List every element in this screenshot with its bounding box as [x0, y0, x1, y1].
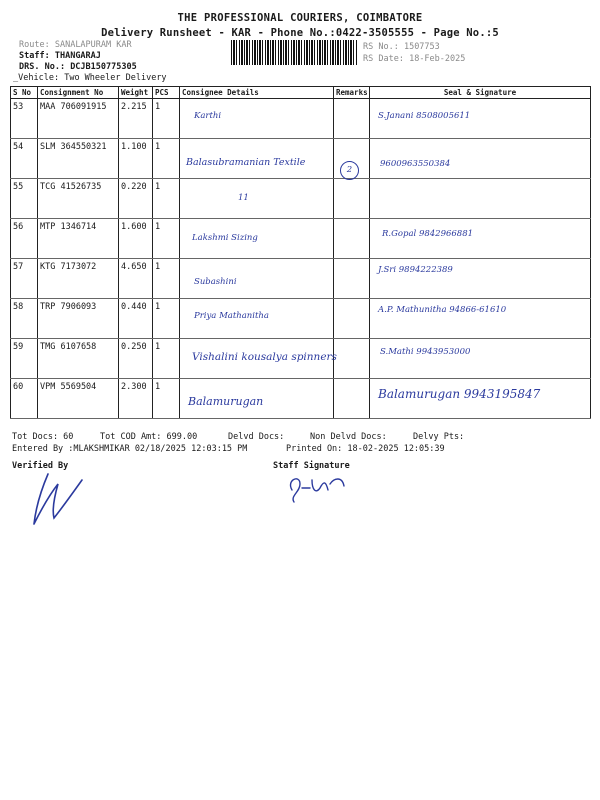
consignee-handwriting: 11: [238, 193, 249, 203]
weight-cell: 1.600: [119, 219, 153, 259]
seal-handwriting: R.Gopal 9842966881: [382, 229, 474, 239]
weight-cell: 0.250: [119, 339, 153, 379]
table-row: [11, 219, 591, 259]
remarks-cell: [334, 139, 370, 179]
consignee-cell: [180, 259, 334, 299]
column-header-sno: S No: [11, 87, 38, 99]
remarks-handwriting: 2: [340, 161, 359, 180]
route-label: Route:: [19, 40, 50, 50]
drs-line: [19, 62, 137, 72]
sno-cell: 55: [11, 179, 38, 219]
seal-cell: [370, 259, 591, 299]
pcs-cell: 1: [153, 379, 180, 419]
verified-by-label: Verified By: [12, 461, 69, 471]
tot-docs: Tot Docs: 60: [12, 432, 74, 442]
seal-handwriting: A.P. Mathunitha 94866-61610: [378, 305, 507, 315]
remarks-cell: [334, 379, 370, 419]
consignee-cell: [180, 339, 337, 379]
non-delvd-docs: Non Delvd Docs:: [310, 432, 387, 442]
sno-cell: 53: [11, 99, 38, 139]
verifier-signature: [28, 468, 98, 530]
column-header-consignment: Consignment No: [38, 87, 119, 99]
consignment-cell: TMG 6107658: [38, 339, 119, 379]
staff-label: Staff:: [19, 51, 50, 61]
consignee-handwriting: Lakshmi Sizing: [192, 233, 258, 243]
remarks-cell: [334, 259, 370, 299]
barcode: [231, 40, 358, 65]
consignment-cell: VPM 5569504: [38, 379, 119, 419]
remarks-cell: [334, 339, 370, 379]
column-header-pcs: PCS: [153, 87, 180, 99]
rs-date-value: 18-Feb-2025: [409, 54, 466, 64]
drs-label: DRS. No.:: [19, 62, 66, 72]
pcs-cell: 1: [153, 99, 180, 139]
sno-cell: 58: [11, 299, 38, 339]
pcs-cell: 1: [153, 139, 180, 179]
vehicle-label: Vehicle:: [18, 73, 60, 83]
consignee-cell: [180, 379, 334, 419]
remarks-cell: [334, 299, 370, 339]
sno-cell: 54: [11, 139, 38, 179]
seal-handwriting: S.Janani 8508005611: [378, 111, 471, 121]
consignee-cell: [180, 99, 334, 139]
table-header-row: [11, 87, 591, 99]
document-title: THE PROFESSIONAL COURIERS, COIMBATORE: [177, 12, 423, 24]
pcs-cell: 1: [153, 259, 180, 299]
consignee-handwriting: Karthi: [194, 111, 222, 121]
rs-no-label: RS No.:: [363, 42, 399, 52]
seal-cell: [370, 99, 591, 139]
rs-date-line: [363, 54, 465, 64]
seal-cell: [370, 139, 591, 179]
remarks-cell: [334, 99, 370, 139]
sno-cell: 56: [11, 219, 38, 259]
remarks-cell: [334, 219, 370, 259]
consignee-handwriting: Vishalini kousalya spinners: [192, 351, 337, 363]
weight-cell: 4.650: [119, 259, 153, 299]
seal-cell: [370, 219, 591, 259]
entered-by: Entered By :MLAKSHMIKAR 02/18/2025 12:03:15 PM: [12, 444, 248, 454]
weight-cell: 2.300: [119, 379, 153, 419]
column-header-weight: Weight: [119, 87, 153, 99]
weight-cell: 0.220: [119, 179, 153, 219]
consignee-cell: [180, 179, 334, 219]
rs-date-label: RS Date:: [363, 54, 404, 64]
table-row: [11, 139, 591, 179]
delvd-docs: Delvd Docs:: [228, 432, 285, 442]
seal-cell: [370, 299, 591, 339]
pcs-cell: 1: [153, 179, 180, 219]
consignment-cell: MTP 1346714: [38, 219, 119, 259]
runsheet-table: [10, 86, 591, 419]
staff-signature-label: Staff Signature: [273, 461, 350, 471]
column-header-remarks: Remarks: [334, 87, 370, 99]
vehicle-value: Two Wheeler Delivery: [64, 73, 167, 83]
column-header-seal: Seal & Signature: [370, 87, 591, 99]
sno-cell: 59: [11, 339, 38, 379]
consignment-cell: TRP 7906093: [38, 299, 119, 339]
staff-signature: [282, 470, 362, 510]
consignee-handwriting: Balasubramanian Textile: [186, 157, 306, 168]
consignee-cell: [180, 139, 334, 179]
seal-handwriting: 9600963550384: [380, 159, 451, 169]
delvy-pts: Delvy Pts:: [413, 432, 465, 442]
table-row: [11, 259, 591, 299]
consignment-cell: SLM 364550321: [38, 139, 119, 179]
pcs-cell: 1: [153, 299, 180, 339]
pcs-cell: 1: [153, 339, 180, 379]
staff-value: THANGARAJ: [54, 51, 101, 61]
seal-cell: [370, 179, 591, 219]
consignee-handwriting: Priya Mathanitha: [194, 311, 269, 321]
consignee-handwriting: Subashini: [194, 277, 237, 287]
sno-cell: 57: [11, 259, 38, 299]
rs-no-line: [363, 42, 440, 52]
table-row: [11, 299, 591, 339]
route-value: SANALAPURAM KAR: [54, 40, 132, 50]
table-row: [11, 179, 591, 219]
sno-cell: 60: [11, 379, 38, 419]
consignment-cell: MAA 706091915: [38, 99, 119, 139]
weight-cell: 0.440: [119, 299, 153, 339]
seal-handwriting: Balamurugan 9943195847: [378, 387, 541, 401]
consignee-handwriting: Balamurugan: [188, 395, 264, 408]
seal-cell: [370, 339, 591, 379]
consignment-cell: KTG 7173072: [38, 259, 119, 299]
pcs-cell: 1: [153, 219, 180, 259]
table-row: [11, 99, 591, 139]
rs-no-value: 1507753: [403, 42, 440, 52]
table-row: [11, 339, 591, 379]
seal-handwriting: J.Sri 9894222389: [378, 265, 453, 275]
column-header-consignee: Consignee Details: [180, 87, 334, 99]
consignment-cell: TCG 41526735: [38, 179, 119, 219]
seal-handwriting: S.Mathi 9943953000: [380, 347, 471, 357]
consignee-cell: [180, 219, 334, 259]
tot-cod-amount: Tot COD Amt: 699.00: [100, 432, 198, 442]
route-line: [19, 40, 132, 50]
drs-value: DCJB150775305: [70, 62, 137, 72]
table-row: [11, 379, 591, 419]
weight-cell: 2.215: [119, 99, 153, 139]
weight-cell: 1.100: [119, 139, 153, 179]
vehicle-line: _Vehicle: Two Wheeler Delivery: [13, 73, 167, 83]
seal-cell: [370, 379, 591, 419]
remarks-cell: [334, 179, 370, 219]
printed-on: Printed On: 18-02-2025 12:05:39: [286, 444, 445, 454]
document-subtitle: Delivery Runsheet - KAR - Phone No.:0422-3505555 - Page No.:5: [101, 27, 499, 39]
staff-line: [19, 51, 101, 61]
consignee-cell: [180, 299, 334, 339]
